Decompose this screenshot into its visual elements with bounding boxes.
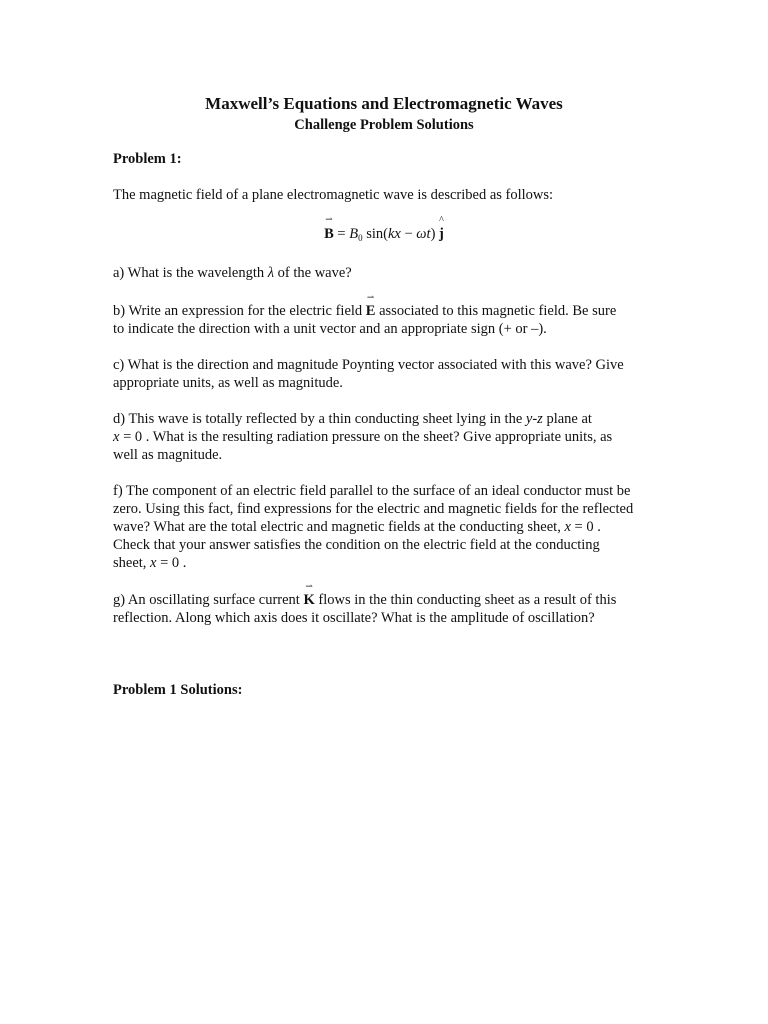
vector-arrow-icon: ⇀: [305, 581, 313, 591]
question-g: g) An oscillating surface current ⇀ K flows in the thin conducting sheet as a result of this reflection. Along which axis does it oscillate? What is the amplitude of oscillation?: [113, 581, 617, 626]
vector-e: ⇀ E: [365, 292, 376, 319]
unit-vector-hat-icon: ^: [439, 215, 444, 226]
unit-vector-j: ^ j: [439, 215, 444, 242]
vector-arrow-icon: ⇀: [366, 292, 375, 302]
question-a: a) What is the wavelength λ of the wave?: [113, 265, 352, 281]
problem-heading: Problem 1:: [113, 151, 182, 167]
question-b: b) Write an expression for the electric field ⇀ E associated to this magnetic field. Be sure to indicate the direction with a unit vector and an appropriate sign (+ or –).: [113, 292, 617, 337]
solutions-heading: Problem 1 Solutions:: [113, 682, 243, 698]
question-d: d) This wave is totally reflected by a thin conducting sheet lying in the y-z plane at x = 0 . What is the resulting radiation pressure on the sheet? Give appropriate units, as well as magnitude.: [113, 411, 613, 463]
document-subtitle: Challenge Problem Solutions: [294, 117, 474, 133]
question-c: c) What is the direction and magnitude Poynting vector associated with this wave? Give appropriate units, as well as magnitude.: [113, 357, 624, 391]
vector-k: ⇀ K: [303, 581, 315, 608]
document-title: Maxwell’s Equations and Electromagnetic Waves: [205, 94, 563, 113]
question-f: f) The component of an electric field parallel to the surface of an ideal conductor must be zero. Using this fact, find expressions for the electric and magnetic fields for the reflected wave? What are the total electric and magnetic fields at the conducting sheet, x = 0 . Check that your answer satisfies the condition on the electric field at the conducting sheet, x = 0 .: [113, 483, 634, 571]
vector-b: ⇀ B: [324, 214, 334, 242]
intro-text: The magnetic field of a plane electromagnetic wave is described as follows:: [113, 187, 554, 203]
vector-arrow-icon: ⇀: [325, 214, 333, 224]
magnetic-field-equation: ⇀ $B = B_0$ sin(kx − ωt) ^ j: [324, 214, 444, 243]
